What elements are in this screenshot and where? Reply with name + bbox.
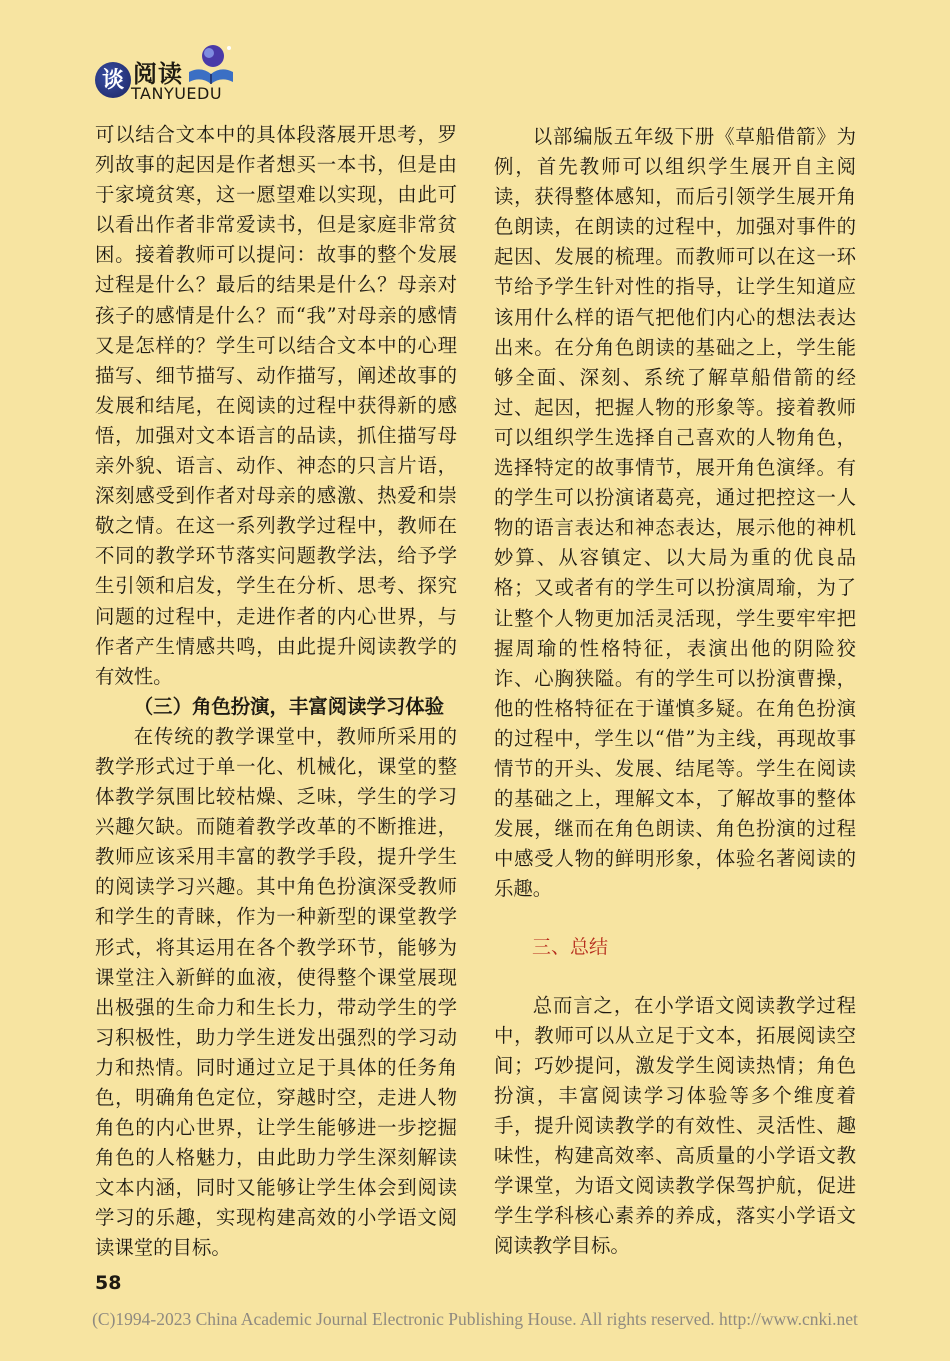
- left-column: [95, 120, 457, 1264]
- right-column: [494, 122, 856, 1261]
- copyright-footer: (C)1994-2023 China Academic Journal Electronic Publishing House. All rights reserved. http://www.cnki.net: [92, 1309, 858, 1329]
- page-number: 58: [95, 1272, 122, 1294]
- subheading-role-play: （三）角色扮演，丰富阅读学习体验: [133, 694, 445, 718]
- journal-logo: [95, 40, 255, 106]
- paragraph: 在传统的教学课堂中，教师所采用的教学形式过于单一化、机械化，课堂的整体教学氛围比较枯燥、乏味，学生的学习兴趣欠缺。而随着教学改革的不断推进，教师应该采用丰富的教学手段，提升学生的阅读学习兴趣。其中角色扮演深受教师和学生的青睐，作为一种新型的课堂教学形式，将其运用在各个教学环节，能够为课堂注入新鲜的血液，使得整个课堂展现出极强的生命力和生长力，带动学生的学习积极性，助力学生迸发出强烈的学习动力和热情。同时通过立足于具体的任务角色，明确角色定位，穿越时空，走进人物角色的内心世界，让学生能够进一步挖掘角色的人格魅力，由此助力学生深刻解读文本内涵，同时又能够让学生体会到阅读学习的乐趣，实现构建高效的小学语文阅读课堂的目标。: [95, 724, 457, 1260]
- logo-title: 阅读: [133, 60, 183, 88]
- paragraph: 可以结合文本中的具体段落展开思考，罗列故事的起因是作者想买一本书，但是由于家境贫寒，这一愿望难以实现，由此可以看出作者非常爱读书，但是家庭非常贫困。接着教师可以提问：故事的整个发展过程是什么？最后的结果是什么？母亲对孩子的感情是什么？而“我”对母亲的感情又是怎样的？学生可以结合文本中的心理描写、细节描写、动作描写，阐述故事的发展和结尾，在阅读的过程中获得新的感悟，加强对文本语言的品读，抓住描写母亲外貌、语言、动作、神态的只言片语，深刻感受到作者对母亲的感激、热爱和崇敬之情。在这一系列教学过程中，教师在不同的教学环节落实问题教学法，给予学生引领和启发，学生在分析、思考、探究问题的过程中，走进作者的内心世界，与作者产生情感共鸣，由此提升阅读教学的有效性。: [95, 123, 457, 688]
- paragraph: 总而言之，在小学语文阅读教学过程中，教师可以从立足于文本，拓展阅读空间；巧妙提问，激发学生阅读热情；角色扮演，丰富阅读学习体验等多个维度着手，提升阅读教学的有效性、灵活性、趣味性，构建高效率、高质量的小学语文教学课堂，为语文阅读教学保驾护航，促进学生学科核心素养的养成，落实小学语文阅读教学目标。: [494, 993, 856, 1258]
- book-icon: [187, 42, 235, 86]
- section-title-summary: 三、总结: [532, 936, 609, 959]
- logo-badge: 谈: [95, 62, 131, 98]
- paragraph: 以部编版五年级下册《草船借箭》为例，首先教师可以组织学生展开自主阅读，获得整体感知，而后引领学生展开角色朗读，在朗读的过程中，加强对事件的起因、发展的梳理。而教师可以在这一环节给予学生针对性的指导，让学生知道应该用什么样的语气把他们内心的想法表达出来。在分角色朗读的基础之上，学生能够全面、深刻、系统了解草船借箭的经过、起因，把握人物的形象等。接着教师可以组织学生选择自己喜欢的人物角色，选择特定的故事情节，展开角色演绎。有的学生可以扮演诸葛亮，通过把控这一人物的语言表达和神态表达，展示他的神机妙算、从容镇定、以大局为重的优良品格；又或者有的学生可以扮演周瑜，为了让整个人物更加活灵活现，学生要牢牢把握周瑜的性格特征，表演出他的阴险狡诈、心胸狭隘。有的学生可以扮演曹操，他的性格特征在于谨慎多疑。在角色扮演的过程中，学生以“借”为主线，再现故事情节的开头、发展、结尾等。学生在阅读的基础之上，理解文本，了解故事的整体发展，继而在角色朗读、角色扮演的过程中感受人物的鲜明形象，体验名著阅读的乐趣。: [494, 125, 856, 901]
- logo-subtitle: TANYUEDU: [131, 84, 223, 103]
